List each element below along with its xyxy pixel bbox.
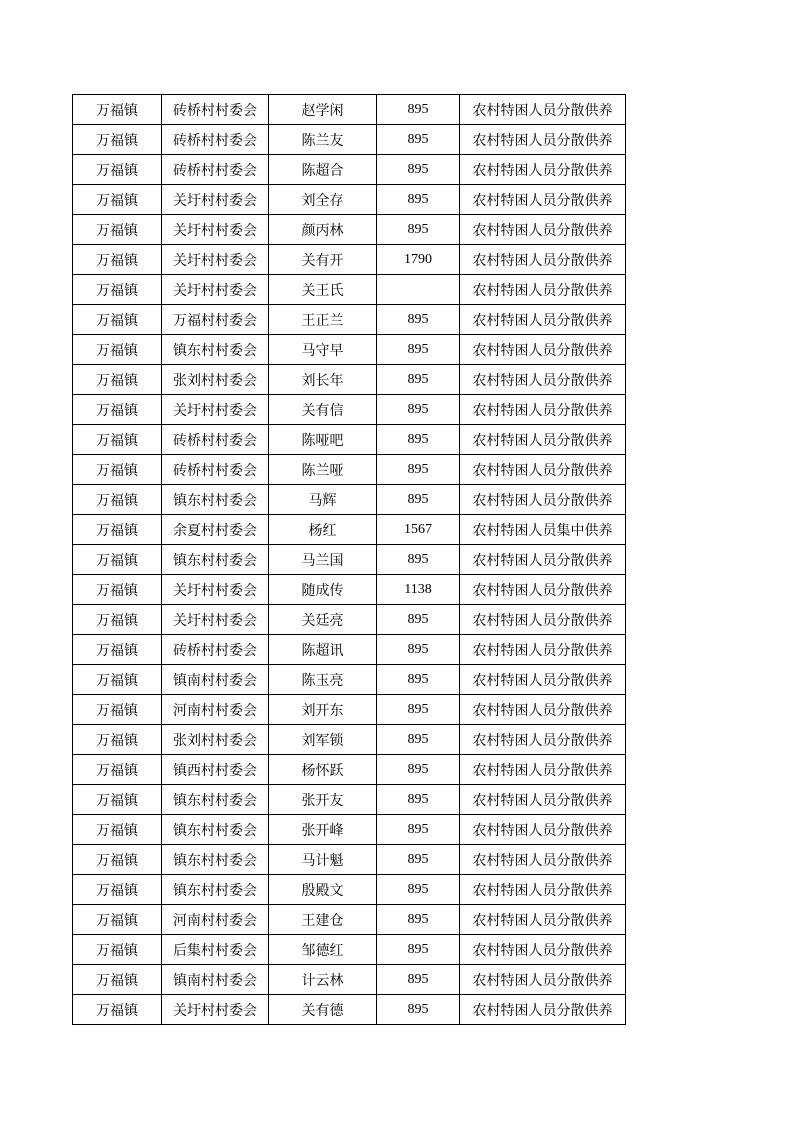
support-type-cell: 农村特困人员分散供养 — [460, 365, 626, 395]
table-row — [73, 125, 626, 155]
support-type-cell: 农村特困人员分散供养 — [460, 875, 626, 905]
town-cell: 万福镇 — [73, 185, 162, 215]
support-type-cell: 农村特困人员分散供养 — [460, 815, 626, 845]
name-cell: 刘长年 — [269, 365, 377, 395]
town-cell: 万福镇 — [73, 305, 162, 335]
table-row — [73, 305, 626, 335]
table-row — [73, 605, 626, 635]
table-row — [73, 995, 626, 1025]
name-cell: 关有开 — [269, 245, 377, 275]
amount-cell: 895 — [377, 305, 460, 335]
village-committee-cell: 河南村村委会 — [162, 905, 269, 935]
amount-cell: 895 — [377, 965, 460, 995]
support-type-cell: 农村特困人员分散供养 — [460, 215, 626, 245]
village-committee-cell: 砖桥村村委会 — [162, 155, 269, 185]
village-committee-cell: 余夏村村委会 — [162, 515, 269, 545]
village-committee-cell: 关圩村村委会 — [162, 995, 269, 1025]
amount-cell: 1790 — [377, 245, 460, 275]
support-type-cell: 农村特困人员分散供养 — [460, 155, 626, 185]
town-cell: 万福镇 — [73, 335, 162, 365]
amount-cell: 895 — [377, 125, 460, 155]
name-cell: 陈玉亮 — [269, 665, 377, 695]
table-row — [73, 545, 626, 575]
town-cell: 万福镇 — [73, 815, 162, 845]
town-cell: 万福镇 — [73, 755, 162, 785]
town-cell: 万福镇 — [73, 875, 162, 905]
amount-cell: 895 — [377, 185, 460, 215]
village-committee-cell: 镇东村村委会 — [162, 785, 269, 815]
village-committee-cell: 镇东村村委会 — [162, 815, 269, 845]
name-cell: 王建仓 — [269, 905, 377, 935]
name-cell: 刘开东 — [269, 695, 377, 725]
amount-cell: 895 — [377, 935, 460, 965]
amount-cell: 895 — [377, 755, 460, 785]
village-committee-cell: 镇东村村委会 — [162, 545, 269, 575]
village-committee-cell: 镇东村村委会 — [162, 485, 269, 515]
amount-cell: 895 — [377, 725, 460, 755]
name-cell: 关有信 — [269, 395, 377, 425]
town-cell: 万福镇 — [73, 155, 162, 185]
village-committee-cell: 砖桥村村委会 — [162, 455, 269, 485]
support-type-cell: 农村特困人员分散供养 — [460, 725, 626, 755]
village-committee-cell: 镇西村村委会 — [162, 755, 269, 785]
village-committee-cell: 河南村村委会 — [162, 695, 269, 725]
town-cell: 万福镇 — [73, 95, 162, 125]
town-cell: 万福镇 — [73, 725, 162, 755]
village-committee-cell: 砖桥村村委会 — [162, 125, 269, 155]
amount-cell: 1138 — [377, 575, 460, 605]
village-committee-cell: 镇东村村委会 — [162, 335, 269, 365]
table-row — [73, 695, 626, 725]
name-cell: 刘军锁 — [269, 725, 377, 755]
amount-cell: 895 — [377, 845, 460, 875]
town-cell: 万福镇 — [73, 845, 162, 875]
name-cell: 殷殿文 — [269, 875, 377, 905]
support-type-cell: 农村特困人员分散供养 — [460, 965, 626, 995]
name-cell: 马计魁 — [269, 845, 377, 875]
village-committee-cell: 张刘村村委会 — [162, 365, 269, 395]
table-row — [73, 185, 626, 215]
support-type-cell: 农村特困人员分散供养 — [460, 275, 626, 305]
support-type-cell: 农村特困人员分散供养 — [460, 605, 626, 635]
amount-cell: 895 — [377, 875, 460, 905]
name-cell: 随成传 — [269, 575, 377, 605]
village-committee-cell: 镇南村村委会 — [162, 965, 269, 995]
table-row — [73, 635, 626, 665]
village-committee-cell: 镇南村村委会 — [162, 665, 269, 695]
village-committee-cell: 关圩村村委会 — [162, 605, 269, 635]
name-cell: 计云林 — [269, 965, 377, 995]
name-cell: 赵学闲 — [269, 95, 377, 125]
support-type-cell: 农村特困人员分散供养 — [460, 905, 626, 935]
amount-cell — [377, 275, 460, 305]
support-type-cell: 农村特困人员分散供养 — [460, 395, 626, 425]
table-row — [73, 95, 626, 125]
amount-cell: 895 — [377, 365, 460, 395]
name-cell: 陈兰哑 — [269, 455, 377, 485]
support-type-cell: 农村特困人员分散供养 — [460, 305, 626, 335]
support-type-cell: 农村特困人员分散供养 — [460, 575, 626, 605]
name-cell: 刘全存 — [269, 185, 377, 215]
table-row — [73, 395, 626, 425]
table-row — [73, 905, 626, 935]
town-cell: 万福镇 — [73, 485, 162, 515]
support-type-cell: 农村特困人员分散供养 — [460, 245, 626, 275]
table-row — [73, 845, 626, 875]
table-row — [73, 455, 626, 485]
town-cell: 万福镇 — [73, 785, 162, 815]
village-committee-cell: 砖桥村村委会 — [162, 425, 269, 455]
support-type-cell: 农村特困人员分散供养 — [460, 665, 626, 695]
name-cell: 马兰国 — [269, 545, 377, 575]
name-cell: 关廷亮 — [269, 605, 377, 635]
table-row — [73, 965, 626, 995]
amount-cell: 895 — [377, 665, 460, 695]
amount-cell: 895 — [377, 335, 460, 365]
amount-cell: 895 — [377, 695, 460, 725]
table-row — [73, 485, 626, 515]
support-type-cell: 农村特困人员分散供养 — [460, 695, 626, 725]
amount-cell: 895 — [377, 995, 460, 1025]
name-cell: 颜丙林 — [269, 215, 377, 245]
table-row — [73, 155, 626, 185]
name-cell: 关有德 — [269, 995, 377, 1025]
village-committee-cell: 关圩村村委会 — [162, 575, 269, 605]
amount-cell: 895 — [377, 485, 460, 515]
amount-cell: 895 — [377, 455, 460, 485]
amount-cell: 895 — [377, 95, 460, 125]
amount-cell: 895 — [377, 215, 460, 245]
name-cell: 陈哑吧 — [269, 425, 377, 455]
support-type-cell: 农村特困人员分散供养 — [460, 455, 626, 485]
support-type-cell: 农村特困人员分散供养 — [460, 635, 626, 665]
village-committee-cell: 万福村村委会 — [162, 305, 269, 335]
town-cell: 万福镇 — [73, 515, 162, 545]
town-cell: 万福镇 — [73, 575, 162, 605]
table-row — [73, 875, 626, 905]
table-row — [73, 515, 626, 545]
table-row — [73, 725, 626, 755]
town-cell: 万福镇 — [73, 545, 162, 575]
town-cell: 万福镇 — [73, 905, 162, 935]
name-cell: 关王氏 — [269, 275, 377, 305]
support-type-cell: 农村特困人员分散供养 — [460, 425, 626, 455]
support-type-cell: 农村特困人员分散供养 — [460, 125, 626, 155]
support-type-cell: 农村特困人员分散供养 — [460, 95, 626, 125]
town-cell: 万福镇 — [73, 665, 162, 695]
table-row — [73, 665, 626, 695]
name-cell: 马守早 — [269, 335, 377, 365]
amount-cell: 895 — [377, 605, 460, 635]
village-committee-cell: 关圩村村委会 — [162, 185, 269, 215]
name-cell: 杨怀跃 — [269, 755, 377, 785]
relief-recipients-table — [72, 94, 626, 1025]
support-type-cell: 农村特困人员分散供养 — [460, 545, 626, 575]
town-cell: 万福镇 — [73, 995, 162, 1025]
name-cell: 张开友 — [269, 785, 377, 815]
support-type-cell: 农村特困人员集中供养 — [460, 515, 626, 545]
table-row — [73, 575, 626, 605]
amount-cell: 895 — [377, 635, 460, 665]
table-row — [73, 245, 626, 275]
amount-cell: 895 — [377, 905, 460, 935]
amount-cell: 895 — [377, 425, 460, 455]
village-committee-cell: 镇东村村委会 — [162, 875, 269, 905]
name-cell: 张开峰 — [269, 815, 377, 845]
support-type-cell: 农村特困人员分散供养 — [460, 995, 626, 1025]
town-cell: 万福镇 — [73, 365, 162, 395]
amount-cell: 895 — [377, 545, 460, 575]
amount-cell: 895 — [377, 815, 460, 845]
name-cell: 陈超讯 — [269, 635, 377, 665]
town-cell: 万福镇 — [73, 215, 162, 245]
name-cell: 邹德红 — [269, 935, 377, 965]
name-cell: 杨红 — [269, 515, 377, 545]
support-type-cell: 农村特困人员分散供养 — [460, 785, 626, 815]
name-cell: 王正兰 — [269, 305, 377, 335]
table-row — [73, 935, 626, 965]
support-type-cell: 农村特困人员分散供养 — [460, 755, 626, 785]
village-committee-cell: 关圩村村委会 — [162, 275, 269, 305]
name-cell: 马辉 — [269, 485, 377, 515]
table-row — [73, 365, 626, 395]
name-cell: 陈兰友 — [269, 125, 377, 155]
town-cell: 万福镇 — [73, 275, 162, 305]
amount-cell: 895 — [377, 395, 460, 425]
amount-cell: 895 — [377, 155, 460, 185]
village-committee-cell: 关圩村村委会 — [162, 245, 269, 275]
table-row — [73, 275, 626, 305]
town-cell: 万福镇 — [73, 965, 162, 995]
town-cell: 万福镇 — [73, 605, 162, 635]
town-cell: 万福镇 — [73, 935, 162, 965]
table-row — [73, 335, 626, 365]
village-committee-cell: 镇东村村委会 — [162, 845, 269, 875]
town-cell: 万福镇 — [73, 695, 162, 725]
table-row — [73, 755, 626, 785]
amount-cell: 1567 — [377, 515, 460, 545]
town-cell: 万福镇 — [73, 455, 162, 485]
name-cell: 陈超合 — [269, 155, 377, 185]
town-cell: 万福镇 — [73, 395, 162, 425]
town-cell: 万福镇 — [73, 245, 162, 275]
village-committee-cell: 张刘村村委会 — [162, 725, 269, 755]
village-committee-cell: 关圩村村委会 — [162, 215, 269, 245]
support-type-cell: 农村特困人员分散供养 — [460, 485, 626, 515]
village-committee-cell: 后集村村委会 — [162, 935, 269, 965]
support-type-cell: 农村特困人员分散供养 — [460, 845, 626, 875]
table-row — [73, 785, 626, 815]
table-row — [73, 815, 626, 845]
village-committee-cell: 砖桥村村委会 — [162, 635, 269, 665]
support-type-cell: 农村特困人员分散供养 — [460, 335, 626, 365]
village-committee-cell: 关圩村村委会 — [162, 395, 269, 425]
table-row — [73, 425, 626, 455]
village-committee-cell: 砖桥村村委会 — [162, 95, 269, 125]
support-type-cell: 农村特困人员分散供养 — [460, 935, 626, 965]
amount-cell: 895 — [377, 785, 460, 815]
town-cell: 万福镇 — [73, 635, 162, 665]
table-row — [73, 215, 626, 245]
support-type-cell: 农村特困人员分散供养 — [460, 185, 626, 215]
town-cell: 万福镇 — [73, 125, 162, 155]
town-cell: 万福镇 — [73, 425, 162, 455]
table-body — [73, 95, 626, 1025]
